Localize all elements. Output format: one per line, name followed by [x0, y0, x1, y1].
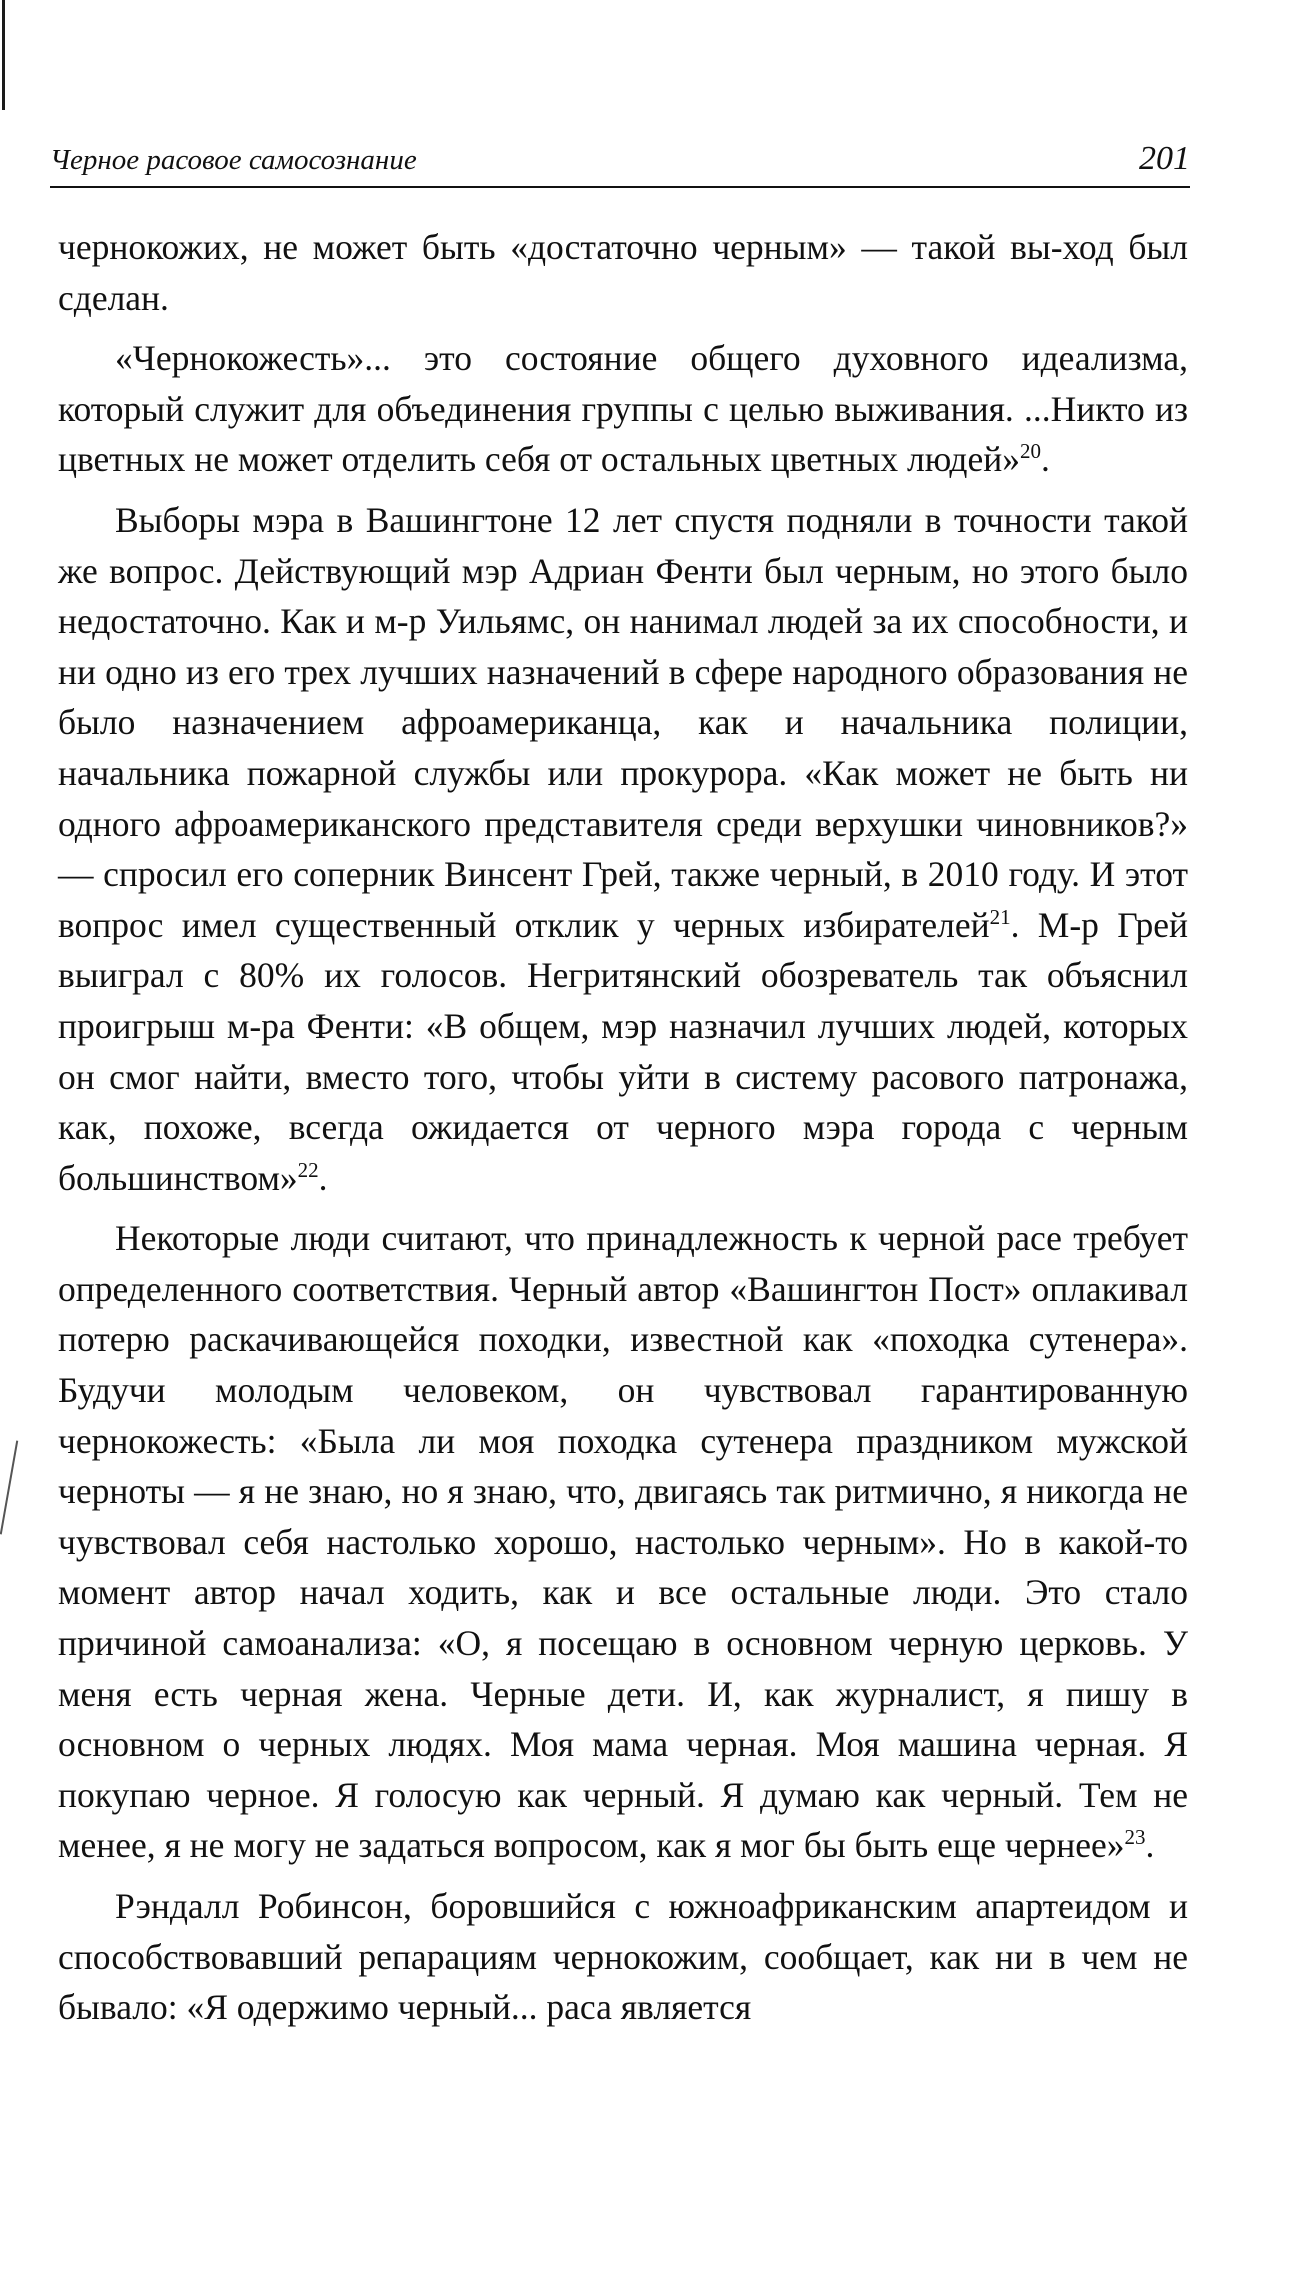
page-body: [58, 222, 1188, 2033]
paragraph-text: .: [1040, 439, 1050, 480]
paragraph-1: [58, 222, 1188, 323]
paragraph-text: «Чернокожесть»... это состояние общего духовного идеализма, который служит для объединения группы с целью выживания. ...Никто из цветных не может отделить себя от остальных цветных людей»: [58, 338, 1188, 480]
running-title: Черное расовое самосознание: [50, 144, 417, 176]
paragraph-5: [58, 1881, 1188, 2033]
paragraph-text: . М-р Грей выиграл с 80% их голосов. Негритянский обозреватель так объяснил проигрыш м-ра Фенти: «В общем, мэр назначил лучших людей, которых он смог найти, вместо того, чтобы уйти в систему расового патронажа, как, похоже, всегда ожидается от черного мэра города с черным большинством»: [58, 904, 1188, 1198]
paragraph-2: [58, 333, 1188, 485]
footnote-ref-20: 20: [1019, 439, 1041, 464]
paragraph-3: [58, 495, 1188, 1203]
paragraph-text: Выборы мэра в Вашингтоне 12 лет спустя подняли в точности такой же вопрос. Действующий мэр Адриан Фенти был черным, но этого было недостаточно. Как и м-р Уильямс, он нанимал людей за их способности, и ни одно из его трех лучших назначений в сфере народного образования не было назначением афроамериканца, как и начальника полиции, начальника пожарной службы или прокурора. «Как может не быть ни одного афроамериканского представителя среди верхушки чиновников?» — спросил его соперник Винсент Грей, также черный, в 2010 году. И этот вопрос имел существенный отклик у черных избирателей: [58, 499, 1188, 945]
footnote-ref-21: 21: [989, 904, 1011, 929]
footnote-ref-22: 22: [297, 1157, 319, 1182]
page-number: 201: [1139, 140, 1190, 177]
paragraph-text: .: [1145, 1825, 1155, 1866]
paragraph-text: чернокожих, не может быть «достаточно черным» — такой вы-ход был сделан.: [58, 227, 1188, 318]
scan-mark: [0, 1441, 18, 1535]
paragraph-4: [58, 1213, 1188, 1871]
paragraph-text: Рэндалл Робинсон, боровшийся с южноафриканским апартеидом и способствовавший репарациям чернокожим, сообщает, как ни в чем не бывало: «Я одержимо черный... раса является: [58, 1886, 1188, 2028]
paragraph-text: Некоторые люди считают, что принадлежность к черной расе требует определенного соответствия. Черный автор «Вашингтон Пост» оплакивал потерю раскачивающейся походки, известной как «походка сутенера». Будучи молодым человеком, он чувствовал гарантированную чернокожесть: «Была ли моя походка сутенера праздником мужской черноты — я не знаю, но я знаю, что, двигаясь так ритмично, я никогда не чувствовал себя настолько хорошо, настолько черным». Но в какой-то момент автор начал ходить, как и все остальные люди. Это стало причиной самоанализа: «О, я посещаю в основном черную церковь. У меня есть черная жена. Черные дети. И, как журналист, я пишу в основном о черных людях. Моя мама черная. Моя машина черная. Я покупаю черное. Я голосую как черный. Я думаю как черный. Тем не менее, я не могу не задаться вопросом, как я мог бы быть еще чернее»: [58, 1218, 1188, 1866]
scan-edge: [2, 0, 5, 110]
running-header: [50, 140, 1190, 188]
footnote-ref-23: 23: [1124, 1825, 1146, 1850]
paragraph-text: .: [318, 1157, 328, 1198]
